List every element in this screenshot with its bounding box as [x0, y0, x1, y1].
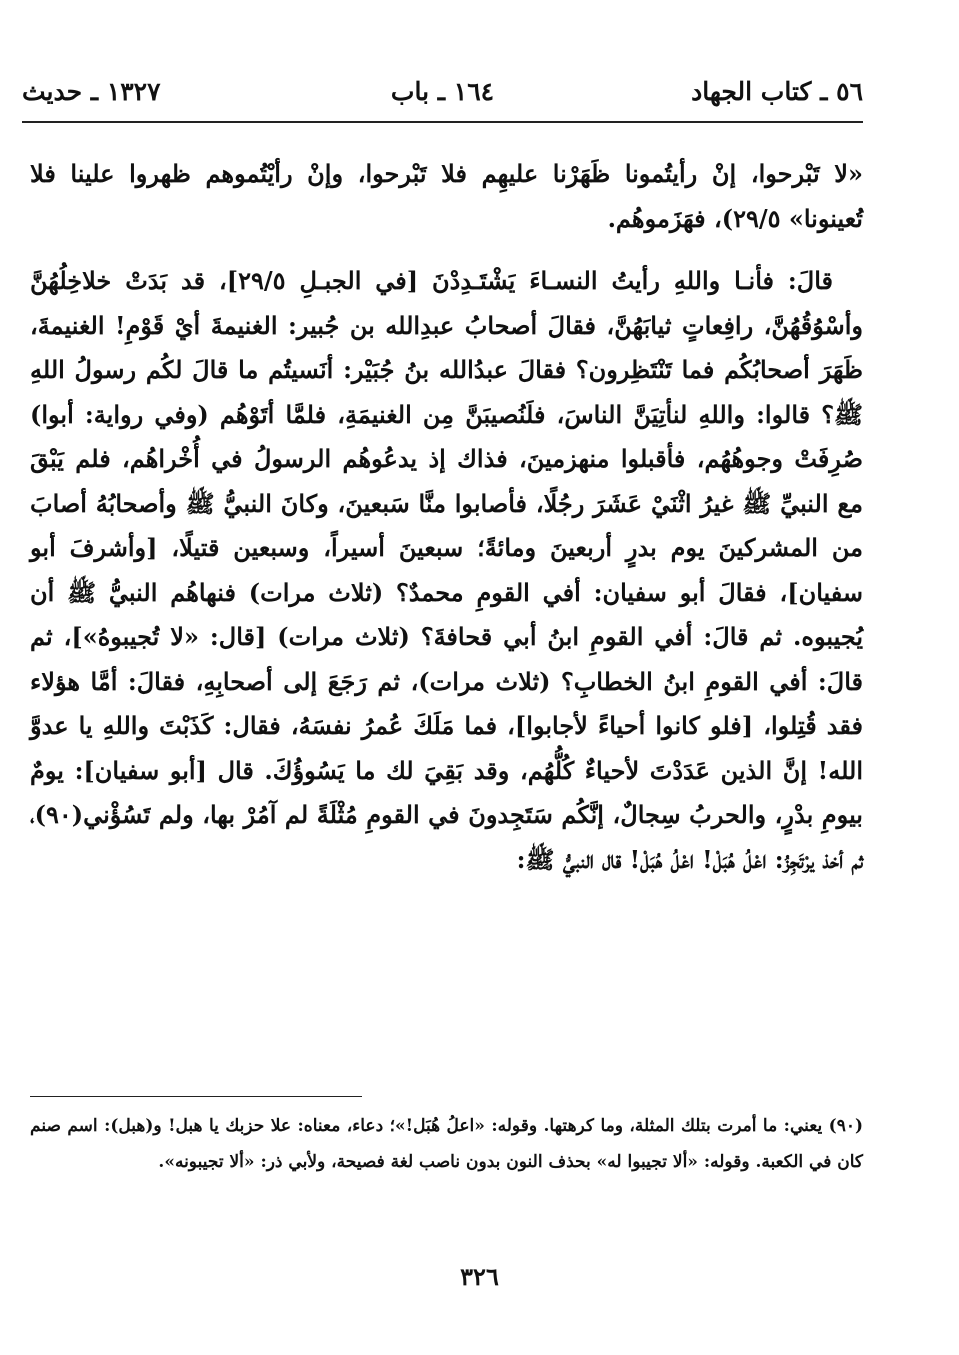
header-divider	[22, 121, 863, 123]
running-header	[22, 72, 863, 112]
header-section: ١٦٤ ـ باب	[390, 77, 495, 106]
footnote-divider	[30, 1096, 362, 1097]
footnote-90: (٩٠) يعني: ما أمرت بتلك المثلة، وما كرهتها. وقوله: «اعلُ هُبَل!»؛ دعاء، معناه: علا حزبك يا هبل! و(هبل): اسم صنم كان في الكعبة. وقوله: «ألا تجيبوا له» بحذف النون بدون ناصب لغة فصيحة، ولأبي ذر: «ألا تجيبونه».	[30, 1116, 863, 1172]
page-number: ٣٢٦	[460, 1262, 499, 1291]
footnotes	[30, 1108, 863, 1180]
main-text	[30, 152, 863, 882]
paragraph-2: قالَ: فأنـا واللهِ رأيتُ النسـاءَ يَشْتَـدِدْنَ [في الجبـلِ ٢٩/٥]، قد بَدَتْ خلاخِلُهُنَّ وأسْوُقُهُنَّ، رافِعاتٍ ثيابَهُنَّ، فقالَ أصحابُ عبدِالله بن جُبير: الغنيمةَ أيْ قَوْمِ! الغنيمةَ، ظَهَرَ أصحابُكُم فما تَنْتَظِرون؟ فقالَ عبدُالله بنُ جُبَيْر: أنَسيتُم ما قالَ لكُم رسولُ اللهِ ﷺ؟ قالوا: واللهِ لنأتِيَنَّ الناسَ، فلَنُصيبَنَّ مِن الغنيمَةِ، فلمَّا أتَوْهُم (وفي رواية: أبوا) صُرِفَتْ وجوهُهُم، فأقبلوا منهزمينَ، فذاك إذ يدعُوهُم الرسولُ في أُخْراهُم، فلم يَبْقَ مع النبيِّ ﷺ غيرُ اثْنَيْ عَشَرَ رجُلًا، فأصابوا منَّا سَبعينَ، وكانَ النبيُّ ﷺ وأصحابُهُ أصابَ من المشركينَ يوم بدرٍ أربعينَ ومائةً؛ سبعينَ أسيراً، وسبعين قتيلًا، [وأشرفَ أبو سفيان]، فقالَ أبو سفيان: أفي القومِ محمدٌ؟ (ثلاث مرات) فنهاهُم النبيُّ ﷺ أن يُجيبوه. ثم قالَ: أفي القومِ ابنُ أبي قحافةَ؟ (ثلاث مرات) [قال: «لا تُجيبوهُ»]، ثم قالَ: أفي القومِ ابنُ الخطابِ؟ (ثلاث مرات)، ثم رَجَعَ إلى أصحابِهِ، فقالَ: أمَّا هؤلاء فقد قُتِلوا، [فلو كانوا أحياءً لأجابوا]، فما مَلَكَ عُمرُ نفسَهُ، فقال: كَذَبْتَ واللهِ يا عدوَّ الله! إنَّ الذين عَدَدْتَ لأحياءٌ كُلُّهُم، وقد بَقِيَ لك ما يَسُوؤُكَ. قال [أبو سفيان]: يومٌ بيومِ بدْرٍ، والحربُ سِجالٌ، إنَّكُم سَتَجِدونَ في القومِ مُثْلَةً لم آمُرْ بها، ولم تَسُؤْني(٩٠)، ثم أخذ يرْتَجِزُ: اعْلُ هُبَلْ! اعْلُ هُبَلْ! قال النبيُّ ﷺ:	[30, 266, 864, 874]
header-chapter: ٥٦ ـ كتاب الجهاد	[691, 77, 863, 106]
paragraph-1: «لا تَبْرحوا، إنْ رأيتُمونا ظَهَرْنا عليهِم فلا تَبْرحوا، وإنْ رأيْتُموهم ظهروا علينا فلا تُعينونا» ٢٩/٥)، فهَزَموهُم.	[30, 159, 863, 233]
header-hadith-number: ١٣٢٧ ـ حديث	[22, 77, 161, 106]
